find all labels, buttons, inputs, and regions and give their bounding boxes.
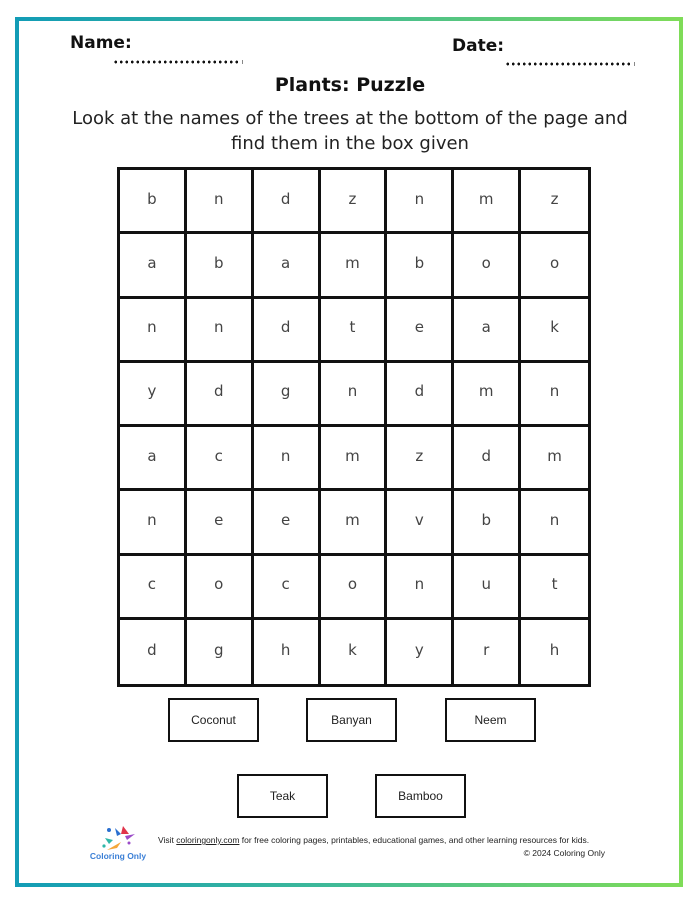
grid-cell[interactable]: e <box>387 299 454 363</box>
grid-cell[interactable]: n <box>387 170 454 234</box>
grid-cell[interactable]: m <box>321 234 388 298</box>
grid-cell[interactable]: g <box>187 620 254 684</box>
grid-cell[interactable]: d <box>254 299 321 363</box>
grid-cell[interactable]: d <box>254 170 321 234</box>
grid-cell[interactable]: k <box>521 299 588 363</box>
coloringonly-link[interactable]: coloringonly.com <box>176 835 240 845</box>
date-label: Date: <box>452 36 505 56</box>
grid-cell[interactable]: t <box>521 556 588 620</box>
word-bank-item-coconut: Coconut <box>168 698 259 742</box>
footer-copyright: © 2024 Coloring Only <box>523 848 605 858</box>
grid-cell[interactable]: b <box>454 491 521 555</box>
grid-cell[interactable]: n <box>120 299 187 363</box>
grid-cell[interactable]: k <box>321 620 388 684</box>
grid-cell[interactable]: d <box>387 363 454 427</box>
grid-cell[interactable]: c <box>187 427 254 491</box>
grid-cell[interactable]: z <box>387 427 454 491</box>
grid-cell[interactable]: c <box>120 556 187 620</box>
word-bank-item-bamboo: Bamboo <box>375 774 466 818</box>
grid-cell[interactable]: n <box>321 363 388 427</box>
grid-cell[interactable]: m <box>321 491 388 555</box>
grid-cell[interactable]: g <box>254 363 321 427</box>
grid-cell[interactable]: z <box>521 170 588 234</box>
grid-cell[interactable]: a <box>120 427 187 491</box>
grid-cell[interactable]: m <box>521 427 588 491</box>
grid-cell[interactable]: n <box>120 491 187 555</box>
coloring-only-logo-icon <box>101 826 137 852</box>
footer-visit-suffix: for free coloring pages, printables, educational games, and other learning resources for kids. <box>239 835 590 845</box>
grid-cell[interactable]: y <box>387 620 454 684</box>
date-field-line[interactable] <box>505 62 633 66</box>
grid-cell[interactable]: y <box>120 363 187 427</box>
grid-cell[interactable]: b <box>387 234 454 298</box>
grid-cell[interactable]: v <box>387 491 454 555</box>
word-bank-item-teak: Teak <box>237 774 328 818</box>
word-bank-item-neem: Neem <box>445 698 536 742</box>
word-search-grid <box>117 167 591 687</box>
name-label: Name: <box>70 33 132 53</box>
grid-cell[interactable]: b <box>120 170 187 234</box>
grid-cell[interactable]: z <box>321 170 388 234</box>
word-bank-item-banyan: Banyan <box>306 698 397 742</box>
grid-cell[interactable]: o <box>454 234 521 298</box>
grid-cell[interactable]: a <box>120 234 187 298</box>
name-line-end <box>242 60 243 64</box>
grid-cell[interactable]: h <box>254 620 321 684</box>
grid-cell[interactable]: n <box>187 299 254 363</box>
grid-cell[interactable]: e <box>254 491 321 555</box>
date-line-end <box>634 62 635 66</box>
grid-cell[interactable]: n <box>254 427 321 491</box>
footer-visit-text <box>158 835 589 845</box>
grid-cell[interactable]: a <box>454 299 521 363</box>
grid-cell[interactable]: n <box>521 491 588 555</box>
footer-visit-prefix: Visit <box>158 835 177 845</box>
grid-cell[interactable]: u <box>454 556 521 620</box>
grid-cell[interactable]: e <box>187 491 254 555</box>
grid-cell[interactable]: m <box>321 427 388 491</box>
logo-text: Coloring Only <box>89 851 147 861</box>
grid-cell[interactable]: r <box>454 620 521 684</box>
grid-cell[interactable]: m <box>454 170 521 234</box>
worksheet-title: Plants: Puzzle <box>274 74 426 96</box>
grid-cell[interactable]: d <box>454 427 521 491</box>
name-field-line[interactable] <box>113 60 241 64</box>
grid-cell[interactable]: o <box>521 234 588 298</box>
grid-cell[interactable]: o <box>321 556 388 620</box>
grid-cell[interactable]: n <box>387 556 454 620</box>
grid-cell[interactable]: m <box>454 363 521 427</box>
grid-cell[interactable]: d <box>120 620 187 684</box>
grid-cell[interactable]: d <box>187 363 254 427</box>
grid-cell[interactable]: n <box>521 363 588 427</box>
instructions-text: Look at the names of the trees at the bottom of the page and find them in the box given <box>72 108 628 154</box>
grid-cell[interactable]: b <box>187 234 254 298</box>
grid-cell[interactable]: a <box>254 234 321 298</box>
grid-cell[interactable]: h <box>549 640 560 659</box>
grid-cell[interactable]: t <box>321 299 388 363</box>
grid-cell[interactable]: c <box>254 556 321 620</box>
grid-cell[interactable]: n <box>187 170 254 234</box>
grid-cell[interactable]: o <box>187 556 254 620</box>
